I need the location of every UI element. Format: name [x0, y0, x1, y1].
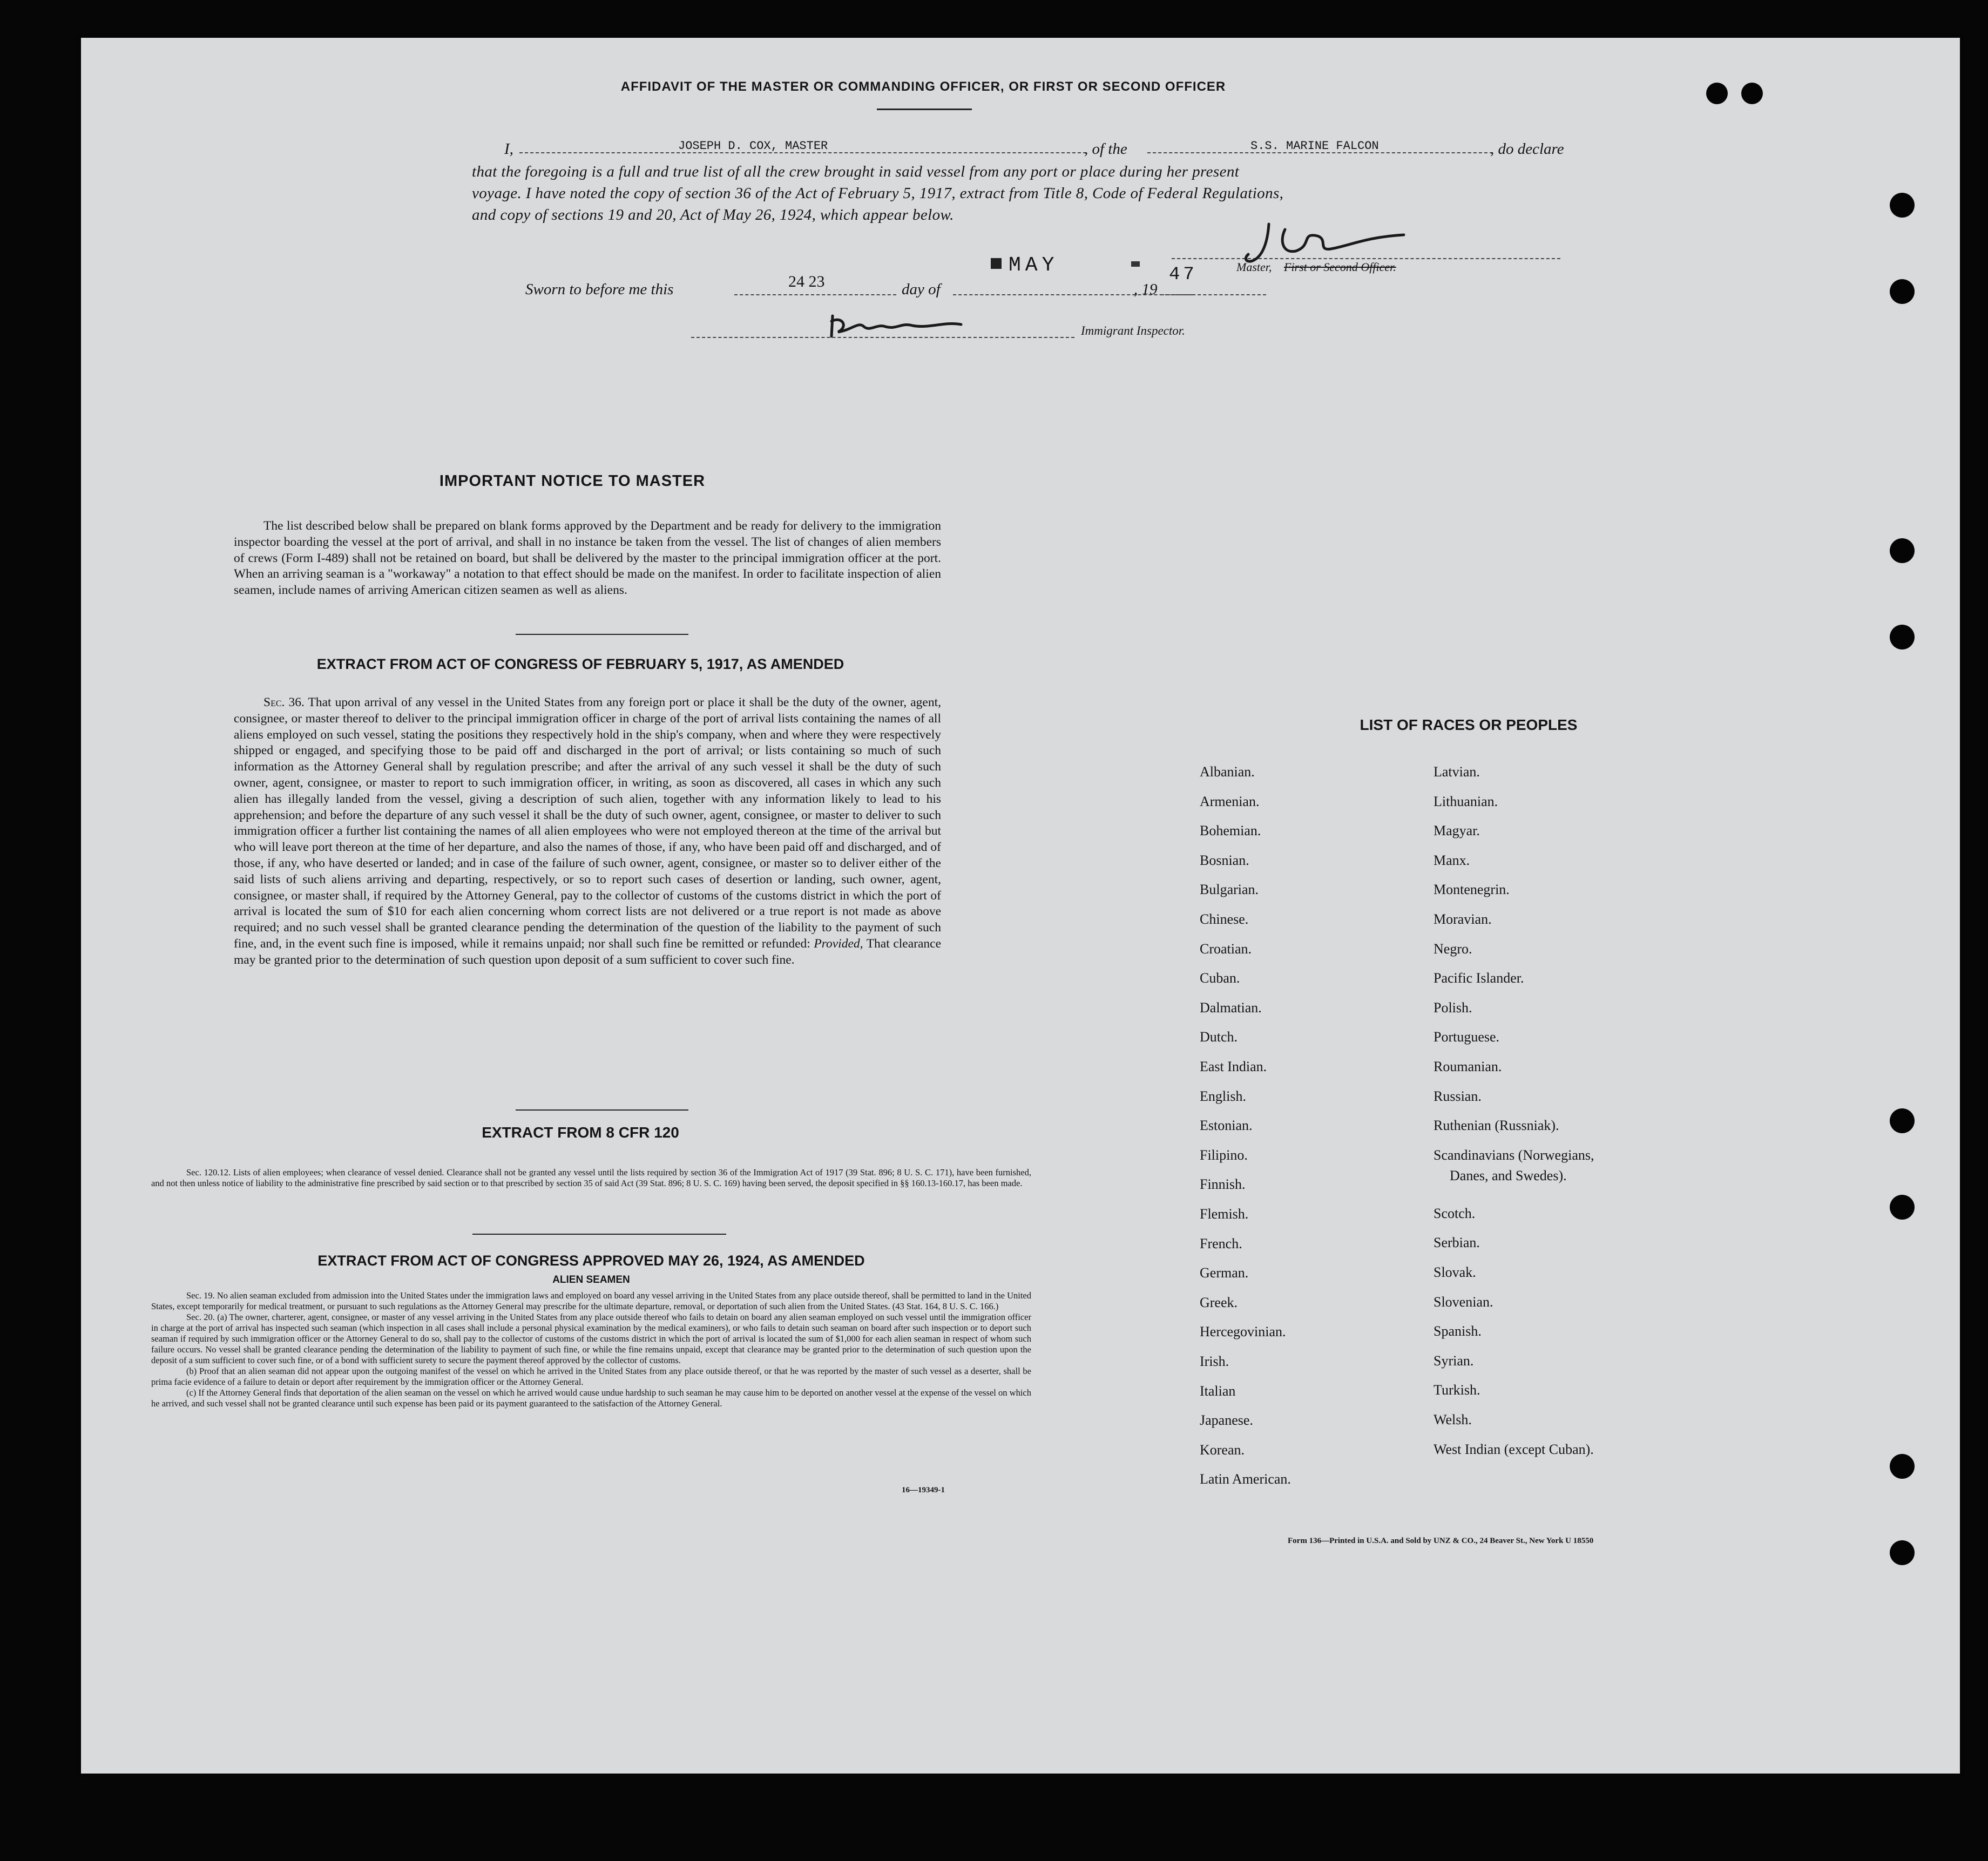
race-item: Italian	[1200, 1383, 1236, 1399]
notice-body: The list described below shall be prepared on blank forms approved by the Department and be ready for delivery to the immigration inspector boarding the vessel at the port of arrival, and shall in no instance be taken from the vessel. The list of changes of alien members of crews (Form I-489) shall not be retained on board, but shall be delivered by the master to the principal immigration officer at the port. When an arriving seaman is a "workaway" a notation to that effect should be made on the manifest. In order to facilitate inspection of alien seamen, include names of arriving American citizen seamen as well as aliens.	[234, 519, 941, 598]
race-item: Scandinavians (Norwegians,	[1433, 1147, 1594, 1163]
affidavit-i-label: I,	[504, 140, 513, 158]
race-item: Scotch.	[1433, 1205, 1476, 1221]
section-rule	[516, 634, 688, 635]
sworn-day-line	[734, 294, 896, 295]
sec-20a-text: Sec. 20. (a) The owner, charterer, agent, consignee, or master of any vessel arriving in the United States from any place outside thereof who fails to detain on board any alien seaman employed on such vessel until the immigration officer in charge at the port of arrival has inspected such seaman (which inspection in all cases shall include a personal physical examination by the medical examiners), or who fails to detain such seaman on board after such inspection or to deport such seaman if required by such immigration officer or the Attorney General to do so, shall pay to the collector of customs of the customs district in which the port of arrival is located the sum of $1,000 for each alien seaman in respect of whom such failure occurs. No vessel shall be granted clearance pending the determination of the liability to payment of such fine, or while the fine remains unpaid, except that clearance may be granted prior to the determination of such question upon the deposit of a sum sufficient to cover such fine, or of a bond with sufficient surety to secure the payment thereof approved by the collector of customs.	[151, 1312, 1031, 1365]
race-item: West Indian (except Cuban).	[1433, 1441, 1594, 1457]
binder-hole	[1890, 279, 1915, 304]
sworn-month-line	[953, 294, 1266, 295]
race-item: Cuban.	[1200, 970, 1240, 986]
inspector-label: Immigrant Inspector.	[1081, 324, 1185, 337]
race-item: Bulgarian.	[1200, 882, 1259, 898]
race-item: Latvian.	[1433, 764, 1480, 780]
document-page	[81, 38, 1960, 1774]
year-stamp-mark	[1131, 261, 1140, 267]
binder-hole	[1706, 83, 1728, 104]
sec-20b-text: (b) Proof that an alien seaman did not appear upon the outgoing manifest of the vessel on which he arrived in the United States from any place outside thereof, or that he was reported by the master of such vessel as a deserter, shall be prima facie evidence of a failure to detain or deport after requirement by the immigration officer or the Attorney General.	[151, 1366, 1031, 1387]
race-item: Magyar.	[1433, 823, 1480, 839]
race-item: Ruthenian (Russniak).	[1433, 1118, 1559, 1134]
race-item: Bohemian.	[1200, 823, 1261, 839]
sec-36-end: That clearance may be granted prior to the determination of such question upon deposit of a sum sufficient to cover such fine.	[234, 936, 942, 967]
race-item: Pacific Islander.	[1433, 970, 1524, 986]
race-item: Montenegrin.	[1433, 882, 1510, 898]
race-item: Dalmatian.	[1200, 999, 1262, 1016]
extract-1917-title: EXTRACT FROM ACT OF CONGRESS OF FEBRUARY 5, 1917, AS AMENDED	[316, 656, 844, 672]
sec-19-text: Sec. 19. No alien seaman excluded from admission into the United States under the immigration laws and employed on board any vessel arriving in the United States from any place outside thereof, shall be permitted to land in the United States, except temporarily for medical treatment, or pursuant to such regulations as the Attorney General may prescribe for the ultimate departure, removal, or deportation of such alien from the United States. (43 Stat. 164, 8 U. S. C. 166.)	[151, 1290, 1031, 1311]
race-item: Negro.	[1433, 940, 1472, 957]
title-rule	[877, 109, 972, 110]
race-item: Serbian.	[1433, 1235, 1480, 1251]
races-title: LIST OF RACES OR PEOPLES	[1360, 716, 1578, 733]
race-item: English.	[1200, 1088, 1246, 1104]
inspector-signature	[821, 310, 1080, 343]
struck-officer-label: First or Second Officer.	[1284, 260, 1396, 274]
race-item: Moravian.	[1433, 911, 1492, 927]
race-item: Spanish.	[1433, 1323, 1482, 1339]
race-item: East Indian.	[1200, 1059, 1267, 1074]
affidavit-title: AFFIDAVIT OF THE MASTER OR COMMANDING OFFICER, OR FIRST OR SECOND OFFICER	[620, 79, 1226, 94]
race-item: German.	[1200, 1265, 1249, 1281]
race-item: Latin American.	[1200, 1471, 1291, 1487]
race-item: Syrian.	[1433, 1352, 1474, 1369]
race-item: Danes, and Swedes).	[1450, 1167, 1567, 1183]
binder-hole	[1890, 1454, 1915, 1479]
binder-hole	[1890, 1108, 1915, 1133]
affidavit-do-declare: , do declare	[1490, 140, 1564, 158]
race-item: Filipino.	[1200, 1147, 1248, 1163]
race-item: Portuguese.	[1433, 1029, 1500, 1045]
race-item: Polish.	[1433, 999, 1472, 1016]
binder-hole	[1741, 83, 1763, 104]
extract-1917-body	[234, 695, 941, 969]
affidavit-line-4: and copy of sections 19 and 20, Act of May 26, 1924, which appear below.	[472, 206, 954, 224]
race-item: Bosnian.	[1200, 852, 1249, 868]
master-title-label: Master,	[1236, 260, 1272, 274]
extract-1924-body	[151, 1290, 1031, 1409]
race-item: Albanian.	[1200, 764, 1255, 780]
race-item: Roumanian.	[1433, 1059, 1502, 1074]
cfr-body: Sec. 120.12. Lists of alien employees; when clearance of vessel denied. Clearance shall not be granted any vessel until the lists required by section 36 of the Immigration Act of 1917 (39 Stat. 896; 8 U. S. C. 171), have been furnished, and not then unless notice of liability to the administrative fine prescribed by said section or to that prescribed by section 35 of said Act (39 Stat. 896; 8 U. S. C. 169) having been served, the deposit specified in §§ 160.13-160.17, has been made.	[151, 1167, 1031, 1188]
extract-1924-title: EXTRACT FROM ACT OF CONGRESS APPROVED MAY 26, 1924, AS AMENDED	[317, 1253, 865, 1269]
sec-20c-text: (c) If the Attorney General finds that deportation of the alien seaman on the vessel on which he arrived would cause undue hardship to such seaman he may cause him to be deported on another vessel at the expense of the vessel on which he arrived, and such vessel shall not be granted clearance until such expense has been paid or its payment guaranteed to the satisfaction of the Attorney General.	[151, 1388, 1031, 1409]
binder-hole	[1890, 1540, 1915, 1565]
binder-hole	[1890, 625, 1915, 649]
section-rule-cfr	[516, 1109, 688, 1111]
month-stamp-mark	[991, 258, 1002, 269]
form-note: Form 136—Printed in U.S.A. and Sold by UNZ & CO., 24 Beaver St., New York U 18550	[1288, 1537, 1594, 1545]
sec-36-label: Sec. 36.	[263, 695, 305, 709]
race-item: Japanese.	[1200, 1412, 1253, 1429]
binder-hole	[1890, 538, 1915, 563]
day-of-label: day of	[902, 281, 941, 298]
affidavit-of-the: , of the	[1084, 140, 1127, 158]
year-prefix: , 19	[1134, 281, 1158, 298]
section-rule-1924	[472, 1234, 726, 1235]
race-item: Estonian.	[1200, 1118, 1253, 1134]
race-item: Lithuanian.	[1433, 793, 1498, 809]
race-item: Russian.	[1433, 1088, 1482, 1104]
sworn-day: 24 23	[788, 273, 825, 290]
race-item: Welsh.	[1433, 1412, 1472, 1427]
race-item: Chinese.	[1200, 911, 1249, 927]
race-item: Korean.	[1200, 1442, 1245, 1458]
alien-seamen-subtitle: ALIEN SEAMEN	[552, 1274, 630, 1285]
race-item: Slovak.	[1433, 1264, 1476, 1280]
cfr-title: EXTRACT FROM 8 CFR 120	[482, 1124, 679, 1141]
affidavit-line-3: voyage. I have noted the copy of section 36 of the Act of February 5, 1917, extract from Title 8, Code of Federal Regulations,	[472, 185, 1284, 202]
sworn-year: 47	[1169, 265, 1198, 285]
vessel-name-field: S.S. MARINE FALCON	[1250, 139, 1379, 153]
race-item: Slovenian.	[1433, 1294, 1493, 1310]
binder-hole	[1890, 193, 1915, 218]
race-item: French.	[1200, 1235, 1242, 1251]
race-item: Irish.	[1200, 1354, 1229, 1369]
race-item: Manx.	[1433, 852, 1470, 868]
master-name-field: JOSEPH D. COX, MASTER	[678, 139, 828, 153]
binder-hole	[1890, 1195, 1915, 1220]
affidavit-line-2: that the foregoing is a full and true list of all the crew brought in said vessel from any port or place during her present	[472, 163, 1240, 180]
provided-word: Provided,	[814, 936, 863, 951]
race-item: Turkish.	[1433, 1382, 1480, 1398]
race-item: Armenian.	[1200, 793, 1260, 809]
print-code: 16—19349-1	[902, 1486, 945, 1494]
sworn-year-line	[1161, 294, 1193, 295]
race-item: Dutch.	[1200, 1029, 1238, 1045]
sec-36-text: That upon arrival of any vessel in the United States from any foreign port or place it shall be the duty of the owner, agent, consignee, or master thereof to deliver to the principal immigration officer in charge of the port of arrival lists containing the names of all aliens employed on such vessel, stating the positions they respectively hold in the ship's company, when and where they were respectively shipped or engaged, and specifying those to be paid off and discharged in the port of arrival; or lists containing so much of such information as the Attorney General shall by regulation prescribe; and after the arrival of any such vessel it shall be the duty of such owner, agent, consignee, or master to report to such immigration officer, in writing, as soon as discovered, all cases in which any such alien has illegally landed from the vessel, giving a description of such alien, together with any information likely to lead to his apprehension; and before the departure of any such vessel it shall be the duty of such owner, agent, consignee, or master to deliver to such immigration officer a further list containing the names of all alien employees who were not employed thereon at the time of the arrival but who will leave port thereon at the time of her departure, and also the names of those, if any, who have been paid off and discharged, and of those, if any, who have deserted or landed; and in case of the failure of such owner, agent, consignee, or master so to deliver either of the said lists of such aliens arriving and departing, respectively, or so to report such cases of desertion or landing, such owner, agent, consignee, or master shall, if required by the Attorney General, pay to the collector of customs of the customs district in which the port of arrival is located the sum of $10 for each alien concerning whom correct lists are not delivered or a true report is not made as above required; and no such vessel shall be granted clearance pending the determination of the question of the liability to the payment of such fine, and, in the event such fine is imposed, while it remains unpaid; nor shall such fine be remitted or refunded:	[234, 695, 942, 951]
race-item: Croatian.	[1200, 940, 1252, 957]
sworn-label: Sworn to before me this	[525, 281, 674, 298]
race-item: Flemish.	[1200, 1206, 1249, 1222]
sworn-month: MAY	[1009, 254, 1059, 277]
notice-title: IMPORTANT NOTICE TO MASTER	[439, 472, 706, 490]
race-item: Greek.	[1200, 1294, 1238, 1310]
race-item: Hercegovinian.	[1200, 1324, 1286, 1340]
master-signature	[1236, 213, 1474, 267]
race-item: Finnish.	[1200, 1176, 1246, 1193]
